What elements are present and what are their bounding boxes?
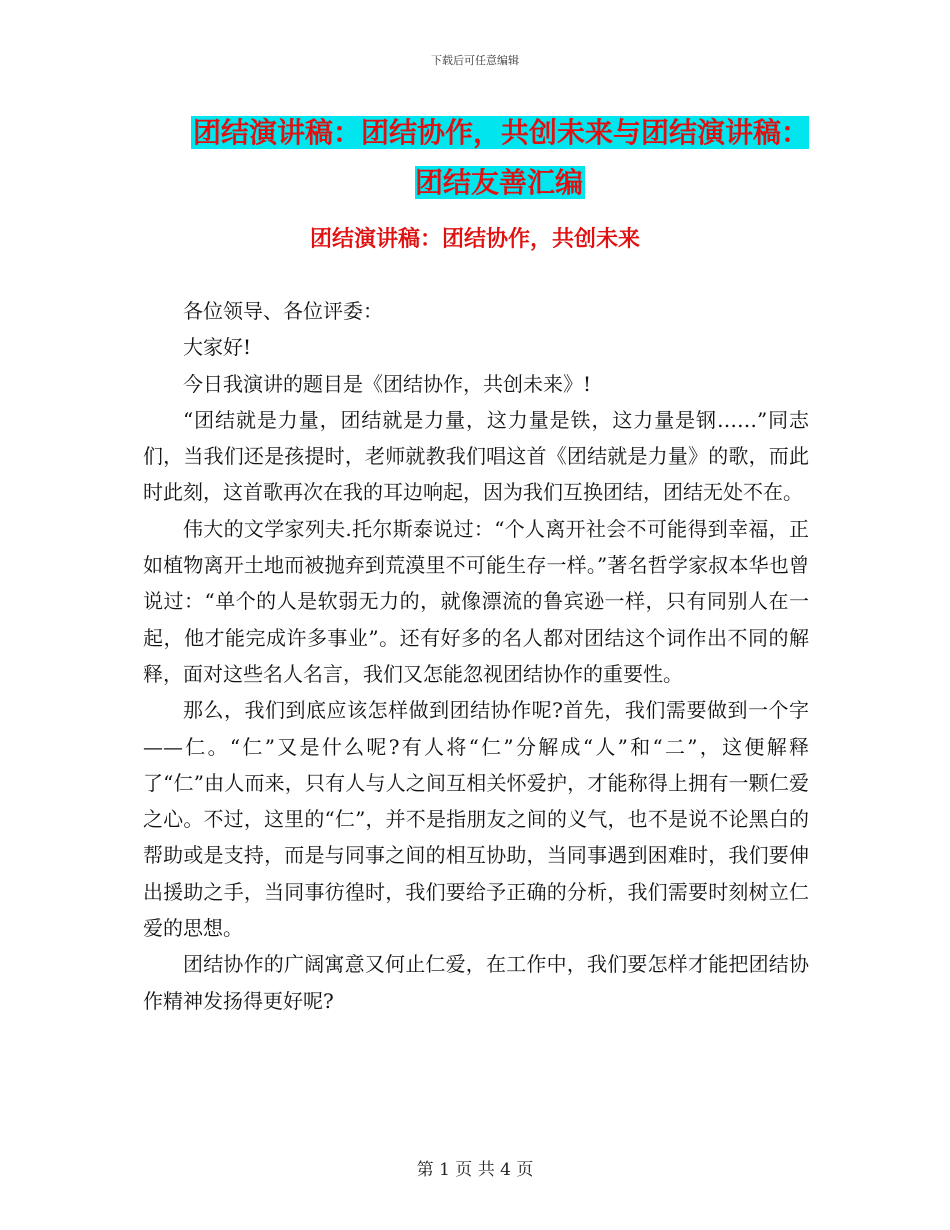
document-title	[190, 108, 810, 208]
paragraph: “团结就是力量，团结就是力量，这力量是铁，这力量是钢……”同志们，当我们还是孩提时，老师就教我们唱这首《团结就是力量》的歌，而此时此刻，这首歌再次在我的耳边响起，因为我们互换团结，团结无处不在。	[143, 407, 809, 505]
paragraph-salutation: 各位领导、各位评委：	[183, 299, 383, 323]
paragraph-topic: 今日我演讲的题目是《团结协作，共创未来》!	[183, 371, 592, 396]
paragraph-greeting: 大家好!	[183, 335, 252, 360]
document-title-text: 团结演讲稿：团结协作，共创未来与团结演讲稿：团结友善汇编	[192, 116, 809, 199]
page-header-note: 下载后可任意编辑	[431, 54, 519, 67]
section-title: 团结演讲稿：团结协作，共创未来	[309, 227, 640, 252]
paragraph: 伟大的文学家列夫.托尔斯泰说过：“个人离开社会不可能得到幸福，正如植物离开土地而被抛弃到荒漠里不可能生存一样。”著名哲学家叔本华也曾说过：“单个的人是软弱无力的，就像漂流的鲁宾逊一样，只有同别人在一起，他才能完成许多事业”。还有好多的名人都对团结这个词作出不同的解释，面对这些名人名言，我们又怎能忽视团结协作的重要性。	[143, 516, 809, 686]
document-body	[143, 293, 809, 1019]
paragraph: 团结协作的广阔寓意又何止仁爱，在工作中，我们要怎样才能把团结协作精神发扬得更好呢?	[143, 952, 809, 1013]
paragraph: 那么，我们到底应该怎样做到团结协作呢?首先，我们需要做到一个字——仁。“仁”又是什么呢?有人将“仁”分解成“人”和“二”，这便解释了“仁”由人而来，只有人与人之间互相关怀爱护，才能称得上拥有一颗仁爱之心。不过，这里的“仁”，并不是指朋友之间的义气，也不是说不论黑白的帮助或是支持，而是与同事之间的相互协助，当同事遇到困难时，我们要伸出援助之手，当同事彷徨时，我们要给予正确的分析，我们需要时刻树立仁爱的思想。	[143, 698, 809, 941]
page-number-footer: 第 1 页 共 4 页	[416, 1160, 534, 1180]
